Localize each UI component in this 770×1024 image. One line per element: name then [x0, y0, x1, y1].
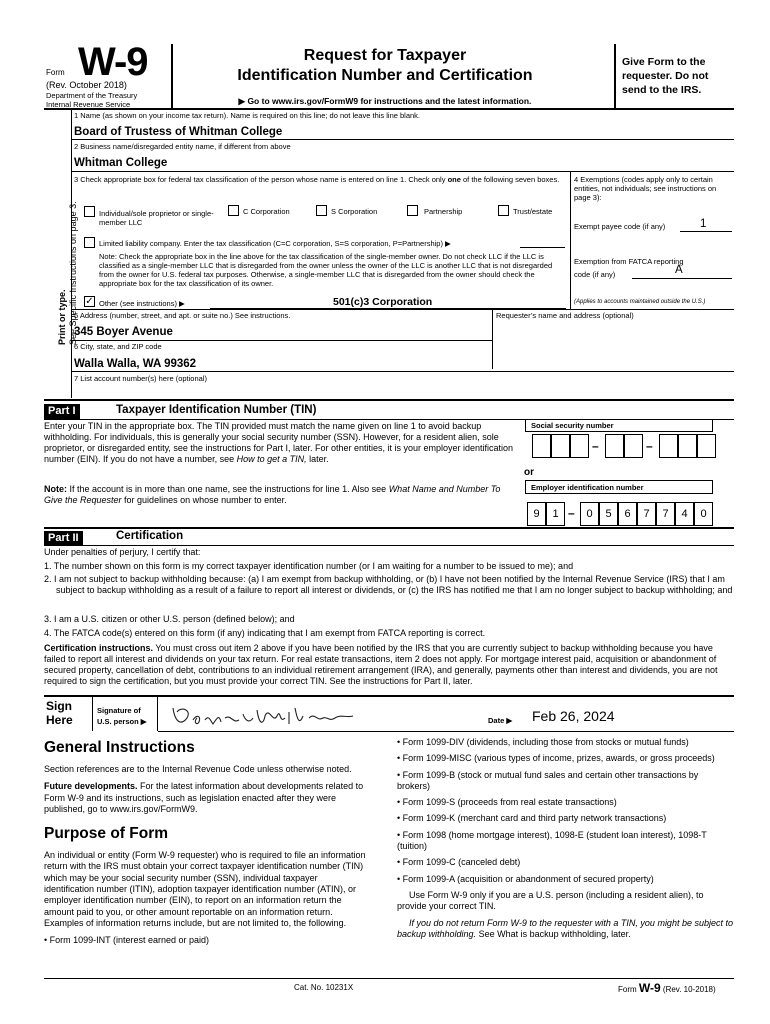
line2-label: 2 Business name/disregarded entity name, if different from above: [74, 142, 291, 151]
goto-instructions: ▶ Go to www.irs.gov/FormW9 for instructions and the latest information.: [238, 96, 532, 106]
purpose-title: Purpose of Form: [44, 825, 169, 843]
ssn-digit-3[interactable]: [570, 434, 589, 458]
print-or-type: Print or type.: [57, 289, 67, 345]
signature-image: [165, 700, 465, 728]
list-item: • Form 1099-A (acquisition or abandonment of secured property): [397, 873, 654, 884]
checkbox-trust-estate[interactable]: [498, 205, 509, 216]
ein-digit[interactable]: 0: [580, 502, 599, 526]
checkbox-s-corporation[interactable]: [316, 205, 327, 216]
part2-item-1: 1. The number shown on this form is my correct taxpayer identification number (or I am waiting for a number to be issued to me); and: [44, 561, 574, 571]
form-list-column: [397, 737, 733, 945]
line1-label: 1 Name (as shown on your income tax return). Name is required on this line; do not leave this line blank.: [74, 111, 421, 120]
footer-form-id: Form W-9 (Rev. 10-2018): [618, 981, 716, 995]
requester-label: Requester’s name and address (optional): [496, 311, 634, 320]
form-label: Form: [46, 68, 65, 77]
line2-business-field[interactable]: Whitman College: [74, 157, 168, 169]
label-partnership: Partnership: [424, 207, 463, 216]
label-c-corporation: C Corporation: [243, 207, 290, 216]
future-developments: Future developments. For the latest information about developments related to Form W-9 and its instructions, such as legislation enacted after they were published, go to www.irs.gov/FormW9.: [44, 781, 364, 814]
list-item: • Form 1099-DIV (dividends, including those from stocks or mutual funds): [397, 737, 689, 747]
use-form-note: Use Form W-9 only if you are a U.S. person (including a resident alien), to provide your correct TIN.: [397, 889, 704, 912]
ein-digit[interactable]: 4: [675, 502, 694, 526]
department-name: Department of the Treasury: [46, 91, 138, 100]
form-title-line2: Identification Number and Certification: [237, 67, 533, 84]
exempt-payee-label: Exempt payee code (if any): [574, 222, 666, 231]
label-llc: Limited liability company. Enter the tax classification (C=C corporation, S=S corporation, P=Partnership) ▶: [99, 239, 451, 248]
ssn-label: Social security number: [525, 419, 713, 432]
list-item: • Form 1099-B (stock or mutual fund sales and certain other transactions by brokers): [397, 769, 699, 791]
line3-label: 3 Check appropriate box for federal tax classification of the person whose name is entered on line 1. Check only one of the following seven boxes.: [74, 175, 560, 184]
purpose-text: An individual or entity (Form W-9 requester) who is required to file an information return with the IRS must obtain your correct taxpayer identification number (TIN) which may be your social security number (SSN), individual taxpayer identification number (ITIN), adoption taxpayer identification number (ATIN), or employer identification number (EIN), to report on an information return the amount paid to you, or other amount reportable on an information return. Examples of information returns include, but are not limited to, the following.: [44, 850, 366, 928]
checkbox-other[interactable]: ✓: [85, 296, 94, 307]
irs-name: Internal Revenue Service: [46, 100, 131, 109]
checkbox-c-corporation[interactable]: [228, 205, 239, 216]
ein-digit[interactable]: 9: [527, 502, 546, 526]
form-title-line1: Request for Taxpayer: [303, 47, 467, 64]
date-field[interactable]: Feb 26, 2024: [532, 708, 615, 724]
ein-digit[interactable]: 7: [637, 502, 656, 526]
signature-field[interactable]: [165, 700, 465, 728]
see-specific-instructions: See Specific Instructions on page 3.: [68, 201, 78, 345]
catalog-number: Cat. No. 10231X: [294, 983, 354, 992]
line5-address-field[interactable]: 345 Boyer Avenue: [74, 326, 173, 338]
signature-label: Signature of U.S. person ▶: [97, 706, 147, 726]
line4-label: 4 Exemptions (codes apply only to certain entities, not individuals; see instructions on page 3):: [574, 175, 717, 202]
ein-digit[interactable]: 1: [546, 502, 565, 526]
side-label: [57, 155, 67, 345]
line6-city-field[interactable]: Walla Walla, WA 99362: [74, 358, 197, 370]
other-classification-field[interactable]: 501(c)3 Corporation: [333, 296, 433, 308]
bullet-1099-int: • Form 1099-INT (interest earned or paid): [44, 935, 210, 946]
ssn-digit-1[interactable]: [532, 434, 551, 458]
give-form-note: Give Form to the requester. Do not send to the IRS.: [622, 56, 709, 96]
list-item: • Form 1098 (home mortgage interest), 1098-E (student loan interest), 1098-T (tuition): [397, 829, 707, 852]
part1-tag: Part I: [44, 404, 80, 419]
ein-digit[interactable]: 6: [618, 502, 637, 526]
part2-item-3: 3. I am a U.S. citizen or other U.S. person (defined below); and: [44, 614, 295, 624]
part2-title: Certification: [116, 530, 184, 542]
general-instructions-title: General Instructions: [44, 739, 195, 756]
ssn-digit-7[interactable]: [678, 434, 697, 458]
label-other: Other (see instructions) ▶: [99, 299, 185, 308]
ssn-dash-2: –: [646, 439, 653, 453]
part2-tag: Part II: [44, 531, 83, 546]
fatca-code-field[interactable]: A: [675, 264, 683, 276]
ein-digit[interactable]: 7: [656, 502, 675, 526]
sign-here-label: Sign Here: [46, 699, 73, 727]
revision-date: (Rev. October 2018): [46, 80, 127, 90]
line6-label: 6 City, state, and ZIP code: [74, 342, 162, 351]
checkbox-llc[interactable]: [84, 237, 95, 248]
ein-digit[interactable]: 0: [694, 502, 713, 526]
ein-label: Employer identification number: [525, 480, 713, 494]
ssn-digit-8[interactable]: [697, 434, 716, 458]
checkbox-partnership[interactable]: [407, 205, 418, 216]
applies-note: (Applies to accounts maintained outside the U.S.): [574, 299, 706, 305]
ein-digit[interactable]: 5: [599, 502, 618, 526]
part1-note: Note: If the account is in more than one name, see the instructions for line 1. Also see What Name and Number To Give the Requester for guidelines on whose number to enter.: [44, 484, 501, 505]
line7-account-field[interactable]: [74, 386, 729, 398]
ssn-digit-4[interactable]: [605, 434, 624, 458]
form-number: W-9: [78, 40, 148, 84]
ssn-digit-6[interactable]: [659, 434, 678, 458]
line5-label: 5 Address (number, street, and apt. or suite no.) See instructions.: [74, 311, 291, 320]
list-item: • Form 1099-K (merchant card and third party network transactions): [397, 813, 667, 824]
label-s-corporation: S Corporation: [331, 207, 378, 216]
part2-under-penalties: Under penalties of perjury, I certify that:: [44, 547, 201, 557]
list-item: • Form 1099-C (canceled debt): [397, 857, 521, 868]
fatca-label: Exemption from FATCA reporting code (if any): [574, 257, 684, 279]
part2-item-4: 4. The FATCA code(s) entered on this form (if any) indicating that I am exempt from FATCA reporting is correct.: [44, 628, 486, 638]
exempt-payee-field[interactable]: 1: [700, 218, 707, 230]
ssn-digit-5[interactable]: [624, 434, 643, 458]
ssn-digit-2[interactable]: [551, 434, 570, 458]
general-instructions-column: [44, 737, 366, 953]
label-trust-estate: Trust/estate: [513, 207, 553, 216]
section-references: Section references are to the Internal Revenue Code unless otherwise noted.: [44, 764, 352, 774]
list-item: • Form 1099-S (proceeds from real estate transactions): [397, 797, 617, 808]
backup-withholding-note: If you do not return Form W-9 to the requester with a TIN, you might be subject to backup withholding. See What is backup withholding, later.: [397, 917, 733, 939]
ein-dash: –: [568, 506, 575, 520]
date-label: Date ▶: [488, 716, 513, 725]
list-item: • Form 1099-MISC (various types of income, prizes, awards, or gross proceeds): [397, 753, 715, 764]
line1-name-field[interactable]: Board of Trustess of Whitman College: [74, 126, 283, 138]
llc-note: Note: Check the appropriate box in the line above for the tax classification of the single-member owner. Do not check LLC if the LLC is classified as a single-member LLC that is disregarded from the owner unless the owner of the LLC is another LLC that is not disregarded from the owner for U.S. federal tax purposes. Otherwise, a single-member LLC that is disregarded from the owner should check the appropriate box for the tax classification of its owner.: [99, 252, 553, 288]
label-individual: Individual/sole proprietor or single-member LLC: [99, 209, 214, 227]
or-separator: or: [524, 467, 534, 478]
line7-label: 7 List account number(s) here (optional): [74, 374, 207, 383]
ssn-dash-1: –: [592, 439, 599, 453]
part2-item-2: 2. I am not subject to backup withholding because: (a) I am exempt from backup withholding, or (b) I have not been notified by the Internal Revenue Service (IRS) that I am subject to backup withholding as a result of a failure to report all interest or dividends, or (c) the IRS has notified me that I am no longer subject to backup withholding; and: [44, 574, 733, 595]
certification-instructions: Certification instructions. You must cross out item 2 above if you have been notified by the IRS that you are currently subject to backup withholding because you have failed to report all interest and dividends on your tax return. For real estate transactions, item 2 does not apply. For mortgage interest paid, acquisition or abandonment of secured property, cancellation of debt, contributions to an individual retirement arrangement (IRA), and generally, payments other than interest and dividends, you are not required to sign the certification, but you must provide your correct TIN. See the instructions for Part II, later.: [44, 643, 718, 686]
part1-title: Taxpayer Identification Number (TIN): [116, 404, 317, 416]
part1-text: Enter your TIN in the appropriate box. The TIN provided must match the name given on line 1 to avoid backup withholding. For individuals, this is generally your social security number (SSN). However, for a resident alien, sole proprietor, or disregarded entity, see the instructions for Part I, later. For other entities, it is your employer identification number (EIN). If you do not have a number, see How to get a TIN, later.: [44, 421, 514, 464]
checkbox-individual[interactable]: [84, 206, 95, 217]
